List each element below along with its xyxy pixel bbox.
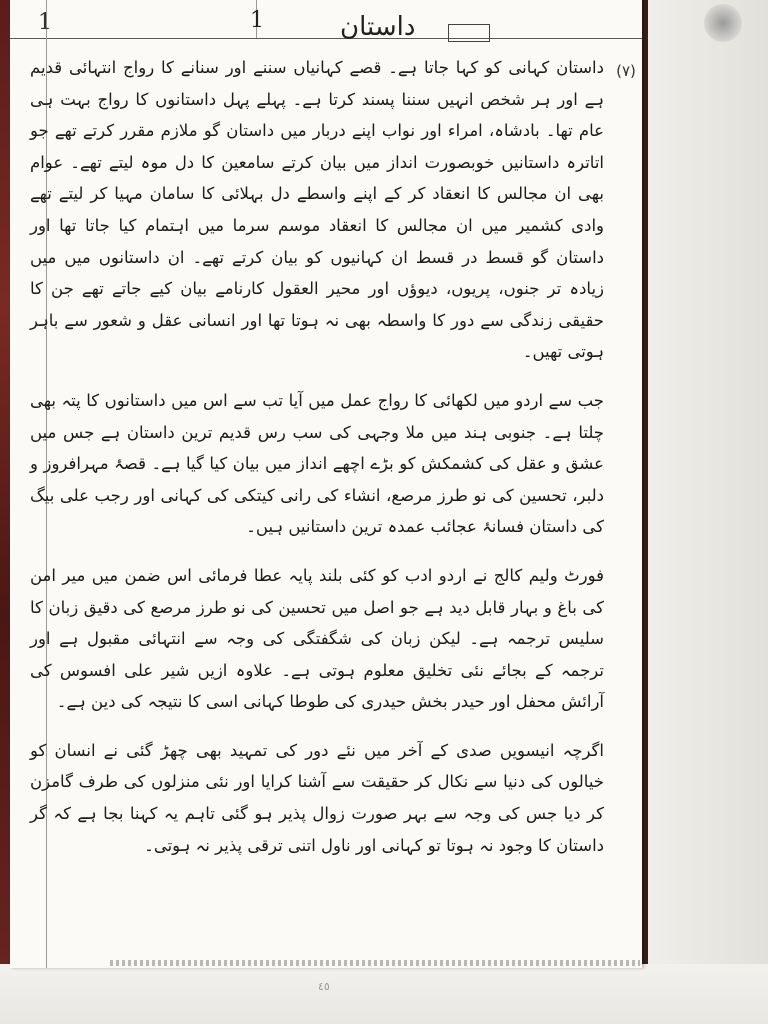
page-title: داستان — [340, 12, 416, 42]
title-code-box — [448, 24, 490, 42]
page-number: 1 — [250, 8, 264, 33]
margin-note: (٧) — [616, 62, 636, 80]
footer-mark: ٤٥ — [318, 980, 330, 993]
bottom-dashed-line — [110, 960, 640, 966]
background-shadow — [704, 4, 742, 42]
paragraph-2: جب سے اردو میں لکھائی کا رواج عمل میں آیا تب سے اس میں داستانوں کا پتہ بھی چلتا ہے۔ جنوبی ہند میں ملا وجہی کی سب رس قدیم ترین داستان ہے جس میں عشق و عقل کی کشمکش کو بڑے اچھے انداز میں بیان کیا گیا ہے۔ قصۂ مہرافروز و دلبر، تحسین کی نو طرز مرصع، انشاء کی رانی کیتکی کی کہانی اور رجب علی بیگ کی داستان فسانۂ عجائب عمدہ ترین داستانیں ہیں۔ — [30, 390, 604, 537]
paragraph-1: داستان کہانی کو کہا جاتا ہے۔ قصے کہانیاں سننے اور سنانے کا رواج انتہائی قدیم ہے اور ہر شخص انہیں سننا پسند کرتا ہے۔ پہلے پہل داستانوں کا رواج بہت ہی عام تھا۔ بادشاہ، امراء اور نواب اپنے دربار میں داستان گو ملازم مقرر کرتے تھے جو اتاترہ داستانیں خوبصورت انداز میں بیان کرتے سامعین کا دل موہ لیتے تھے۔ عوام بھی ان مجالس کا انعقاد کر کے اپنے واسطے دل بہلائی کا سامان مہیا کر لیتے تھے وادی کشمیر میں ان مجالس کا انعقاد موسم سرما میں اہتمام کیا جاتا تھا اور داستان گو قسط در قسط ان کہانیوں کو بیان کرتے تھے۔ ان داستانوں میں میں زیادہ تر جنوں، پریوں، دیوؤں اور محیر العقول کارنامے بیان کیے جاتے تھے جن کا حقیقی زندگی سے دور کا واسطہ بھی نہ ہوتا تھا اور انسانی عقل و شعور سے باہر ہوتی تھیں۔ — [30, 58, 604, 362]
body-text — [30, 52, 604, 861]
background-right — [648, 0, 768, 1024]
header-rule — [10, 38, 642, 39]
background-bottom — [0, 964, 768, 1024]
paragraph-3: فورٹ ولیم کالج نے اردو ادب کو کئی بلند پایہ عطا فرمائی اس ضمن میں میر امن کی باغ و بہار قابل دید ہے جو اصل میں تحسین کی نو طرز مرصع کی دقیق زبان کا سلیس ترجمہ ہے۔ لیکن زبان کی شگفتگی کی وجہ سے انتہائی مقبول ہے اور ترجمہ کے بجائے نئی تخلیق معلوم ہوتی ہے۔ علاوہ ازیں شیر علی افسوس کی آرائش محفل اور حیدر بخش حیدری کی طوطا کہانی اسی کا نتیجہ کی دین ہے۔ — [30, 565, 604, 712]
document-page — [10, 0, 642, 968]
corner-number: 1 — [38, 10, 52, 35]
paragraph-4: اگرچہ انیسویں صدی کے آخر میں نئے دور کی تمہید بھی چھڑ گئی نے انسان کو خیالوں کی دنیا سے نکال کر حقیقت سے آشنا کرایا اور نئی منزلوں کی طرف گامزن کر دیا جس کی وجہ سے بہر صورت زوال پذیر ہو گئی تاہم یہ کہنا بجا ہے کہ گر داستان کا وجود نہ ہوتا تو کہانی اور ناول اتنی ترقی پذیر نہ ہوتی۔ — [30, 740, 604, 855]
